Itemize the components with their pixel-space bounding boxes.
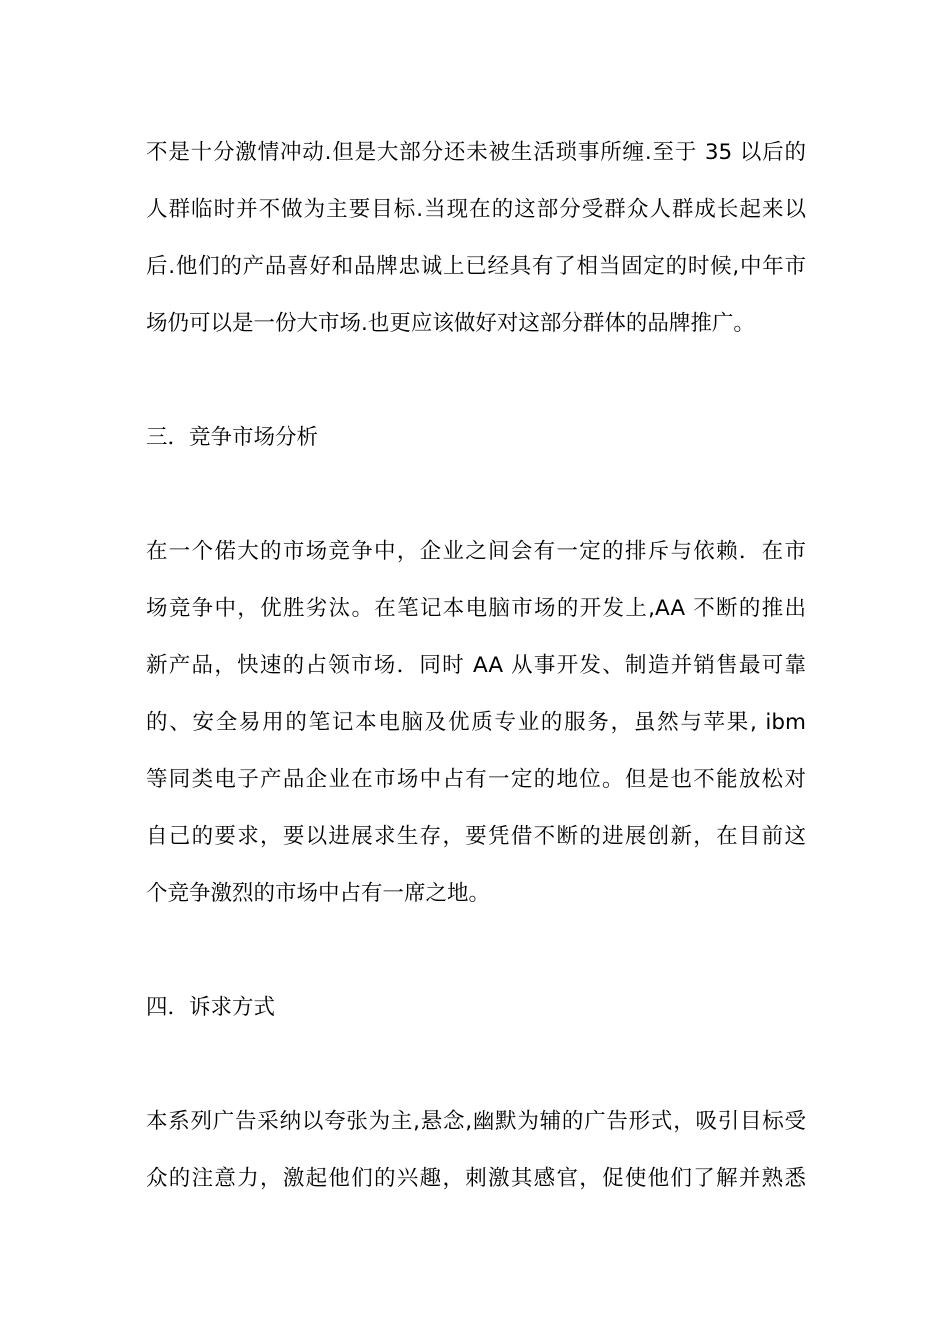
paragraph-line: 在一个偌大的市场竞争中，企业之间会有一定的排斥与依赖．在市: [146, 539, 806, 564]
paragraph-spacer: [146, 466, 806, 523]
paragraph-spacer: [146, 922, 806, 979]
paragraph-line: 个竞争激烈的市场中占有一席之地。: [146, 881, 491, 906]
paragraph-line: 本系列广告采纳以夸张为主,悬念,幽默为辅的广告形式，吸引目标受: [146, 1109, 806, 1134]
paragraph-line: 后.他们的产品喜好和品牌忠诚上已经具有了相当固定的时候,中年市: [146, 254, 806, 279]
paragraph-line: 场仍可以是一份大市场.也更应该做好对这部分群体的品牌推广。: [146, 311, 755, 336]
paragraph-target-audience: [146, 124, 806, 352]
section-heading-appeal: 四．诉求方式: [146, 995, 276, 1020]
paragraph-line: 众的注意力，激起他们的兴趣，刺激其感官，促使他们了解并熟悉: [146, 1166, 806, 1191]
section-heading-competition: 三．竞争市场分析: [146, 425, 319, 450]
paragraph-line: 不是十分激情冲动.但是大部分还未被生活琐事所缠.至于 35 以后的: [146, 140, 806, 165]
paragraph-spacer: [146, 352, 806, 409]
paragraph-line: 自己的要求，要以进展求生存，要凭借不断的进展创新，在目前这: [146, 824, 806, 849]
paragraph-spacer: [146, 1036, 806, 1093]
paragraph-line: 新产品，快速的占领市场．同时 AA 从事开发、制造并销售最可靠: [146, 653, 806, 678]
paragraph-line: 的、安全易用的笔记本电脑及优质专业的服务，虽然与苹果, ibm: [146, 710, 806, 735]
paragraph-line: 等同类电子产品企业在市场中占有一定的地位。但是也不能放松对: [146, 767, 806, 792]
paragraph-line: 场竞争中，优胜劣汰。在笔记本电脑市场的开发上,AA 不断的推出: [146, 596, 806, 621]
paragraph-competition: [146, 523, 806, 922]
document-body: [146, 124, 806, 1207]
paragraph-line: 人群临时并不做为主要目标.当现在的这部分受群众人群成长起来以: [146, 197, 806, 222]
paragraph-appeal: [146, 1093, 806, 1207]
